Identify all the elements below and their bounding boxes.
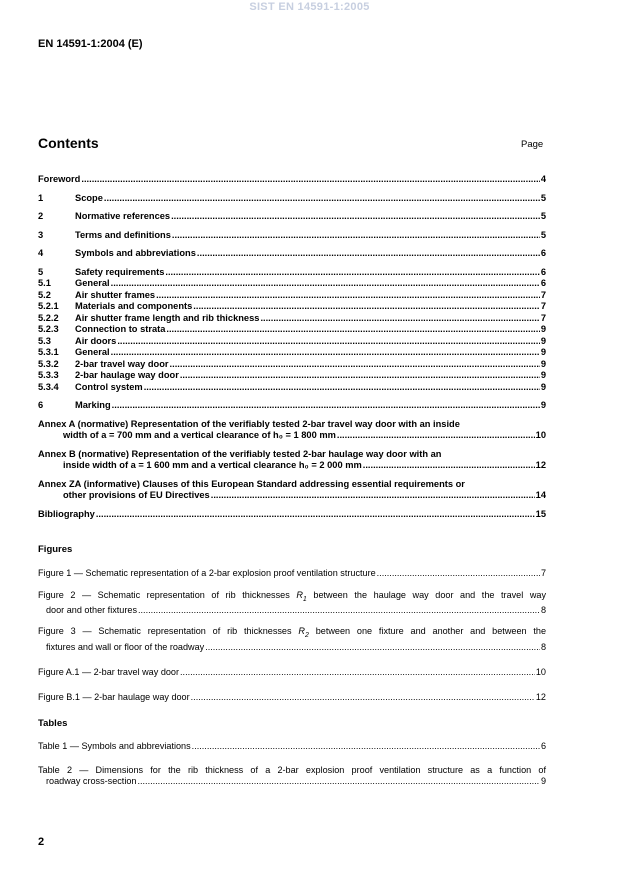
table-2-entry[interactable]	[38, 765, 546, 788]
toc-num: 2	[38, 211, 44, 221]
toc-page: 9	[540, 381, 546, 392]
toc-text: Air doors	[75, 335, 117, 346]
page-column-label: Page	[521, 139, 544, 150]
toc-5-2-3[interactable]	[38, 324, 546, 336]
toc-page: 6	[540, 266, 546, 277]
toc-num: 3	[38, 229, 44, 240]
toc-terms[interactable]	[38, 230, 546, 242]
table-text: Table 1 — Symbols and abbreviations	[38, 741, 191, 752]
toc-num: 5.3.2	[38, 358, 59, 369]
figure-text: Figure 3 — Schematic representation of rib thicknesses	[38, 626, 292, 637]
toc-text: Bibliography	[38, 508, 95, 519]
figure-text-continued: fixtures and wall or floor of the roadway	[46, 641, 205, 652]
symbol-variable: R	[298, 626, 305, 637]
toc-5-1[interactable]	[38, 278, 546, 290]
toc-num: 5.1	[38, 278, 51, 288]
toc-text: Air shutter frames	[75, 289, 156, 300]
tables-heading: Tables	[38, 718, 68, 730]
toc-text: Normative references	[75, 211, 171, 221]
toc-text: Foreword	[38, 174, 81, 184]
table-text-continued: roadway cross-section	[46, 776, 137, 787]
toc-text: Materials and components	[75, 301, 193, 311]
toc-page: 5	[540, 192, 546, 203]
toc-marking[interactable]	[38, 400, 546, 412]
toc-page: 15	[535, 508, 546, 519]
toc-5-3-4[interactable]	[38, 382, 546, 394]
toc-num: 1	[38, 192, 44, 203]
toc-text: Symbols and abbreviations	[75, 248, 196, 258]
toc-text: Annex A (normative) Representation of the verifiably tested 2-bar travel way door with an inside	[38, 418, 460, 429]
toc-num: 5.3	[38, 335, 51, 346]
toc-num: 5.2.1	[38, 301, 59, 311]
toc-normative-references[interactable]	[38, 211, 546, 223]
toc-text: General	[75, 347, 110, 357]
toc-annex-b[interactable]	[38, 449, 546, 472]
toc-symbols[interactable]	[38, 248, 546, 260]
toc-5-3-3[interactable]	[38, 370, 546, 382]
toc-5-2-1[interactable]	[38, 301, 546, 313]
table-page: 6	[540, 741, 546, 752]
toc-text: Scope	[75, 192, 103, 203]
contents-title: Contents	[38, 135, 99, 151]
watermark: SIST EN 14591-1:2005	[249, 1, 370, 13]
figure-3-entry[interactable]	[38, 626, 546, 653]
toc-page: 7	[540, 289, 546, 300]
toc-page: 5	[540, 229, 546, 240]
toc-text-continued: inside width of a = 1 600 mm and a vertical clearance h₀ = 2 000 mm	[63, 460, 362, 470]
toc-text: Safety requirements	[75, 266, 165, 277]
toc-text-continued: other provisions of EU Directives	[63, 490, 210, 500]
figure-1-entry[interactable]	[38, 568, 546, 580]
toc-text: 2-bar travel way door	[75, 358, 169, 369]
symbol-variable: R	[296, 589, 303, 600]
toc-num: 5.2.2	[38, 312, 59, 323]
toc-num: 5.3.4	[38, 381, 59, 392]
figure-2-entry[interactable]	[38, 590, 546, 617]
toc-page: 5	[540, 211, 546, 221]
toc-5-3-1[interactable]	[38, 347, 546, 359]
figure-text-b: between one fixture and another and between the	[315, 626, 547, 637]
page-number: 2	[38, 836, 45, 848]
symbol-subscript: 2	[304, 632, 309, 640]
toc-text: Air shutter frame length and rib thickness	[75, 312, 260, 323]
toc-text: Control system	[75, 381, 143, 392]
toc-page: 10	[535, 430, 546, 440]
figure-page: 7	[540, 568, 546, 578]
toc-5-2-2[interactable]	[38, 313, 546, 325]
table-text: Table 2 — Dimensions for the rib thickness of a 2-bar explosion proof ventilation structure as a function of	[38, 764, 546, 775]
figure-text-b: between the haulage way door and the travel way	[313, 589, 546, 600]
toc-page: 7	[540, 312, 546, 323]
toc-5-3[interactable]	[38, 336, 546, 348]
toc-annex-za[interactable]	[38, 479, 546, 502]
table-of-contents	[38, 174, 546, 788]
toc-num: 4	[38, 248, 44, 258]
toc-foreword[interactable]	[38, 174, 546, 186]
figure-text: Figure 2 — Schematic representation of rib thicknesses	[38, 589, 290, 600]
figures-heading: Figures	[38, 544, 73, 555]
toc-page: 9	[540, 400, 546, 410]
toc-scope[interactable]	[38, 193, 546, 205]
table-1-entry[interactable]	[38, 741, 546, 753]
toc-num: 5.3.3	[38, 370, 59, 380]
toc-page: 6	[540, 278, 546, 288]
figure-b1-entry[interactable]	[38, 692, 546, 704]
toc-text: Terms and definitions	[75, 229, 171, 240]
table-page: 9	[540, 776, 546, 787]
figure-text: Figure B.1 — 2-bar haulage way door	[38, 691, 190, 702]
toc-text-continued: width of a = 700 mm and a vertical clearance of h₀ = 1 800 mm	[63, 430, 336, 440]
toc-num: 5.3.1	[38, 347, 59, 357]
figure-page: 8	[540, 604, 546, 615]
toc-text: Annex B (normative) Representation of the verifiably tested 2-bar haulage way door with an	[38, 448, 442, 459]
toc-5-2[interactable]	[38, 290, 546, 302]
toc-text: 2-bar haulage way door	[75, 370, 179, 380]
toc-page: 7	[540, 301, 546, 311]
toc-num: 5	[38, 266, 44, 277]
toc-num: 5.2.3	[38, 324, 59, 334]
toc-text: Marking	[75, 400, 111, 410]
toc-page: 9	[540, 347, 546, 357]
toc-text: Annex ZA (informative) Clauses of this European Standard addressing essential requirements or	[38, 478, 465, 489]
toc-page: 14	[535, 490, 546, 500]
toc-num: 5.2	[38, 289, 51, 300]
document-id: EN 14591-1:2004 (E)	[38, 38, 143, 50]
toc-num: 6	[38, 400, 44, 410]
figure-text: Figure A.1 — 2-bar travel way door	[38, 667, 180, 678]
toc-text: General	[75, 278, 110, 288]
figure-text: Figure 1 — Schematic representation of a 2-bar explosion proof ventilation structure	[38, 568, 376, 578]
toc-page: 9	[540, 335, 546, 346]
figure-page: 8	[540, 641, 546, 652]
figure-page: 10	[535, 667, 546, 678]
toc-page: 6	[540, 248, 546, 258]
toc-text: Connection to strata	[75, 324, 166, 334]
figure-text-continued: door and other fixtures	[46, 604, 137, 615]
toc-bibliography[interactable]	[38, 509, 546, 521]
toc-safety[interactable]	[38, 267, 546, 279]
symbol-subscript: 1	[302, 595, 307, 603]
toc-page: 9	[540, 370, 546, 380]
figure-page: 12	[535, 691, 546, 702]
toc-5-3-2[interactable]	[38, 359, 546, 371]
toc-page: 12	[535, 460, 546, 470]
figure-a1-entry[interactable]	[38, 667, 546, 679]
toc-page: 9	[540, 358, 546, 369]
toc-page: 9	[540, 324, 546, 334]
toc-page: 4	[540, 174, 546, 184]
toc-annex-a[interactable]	[38, 419, 546, 442]
